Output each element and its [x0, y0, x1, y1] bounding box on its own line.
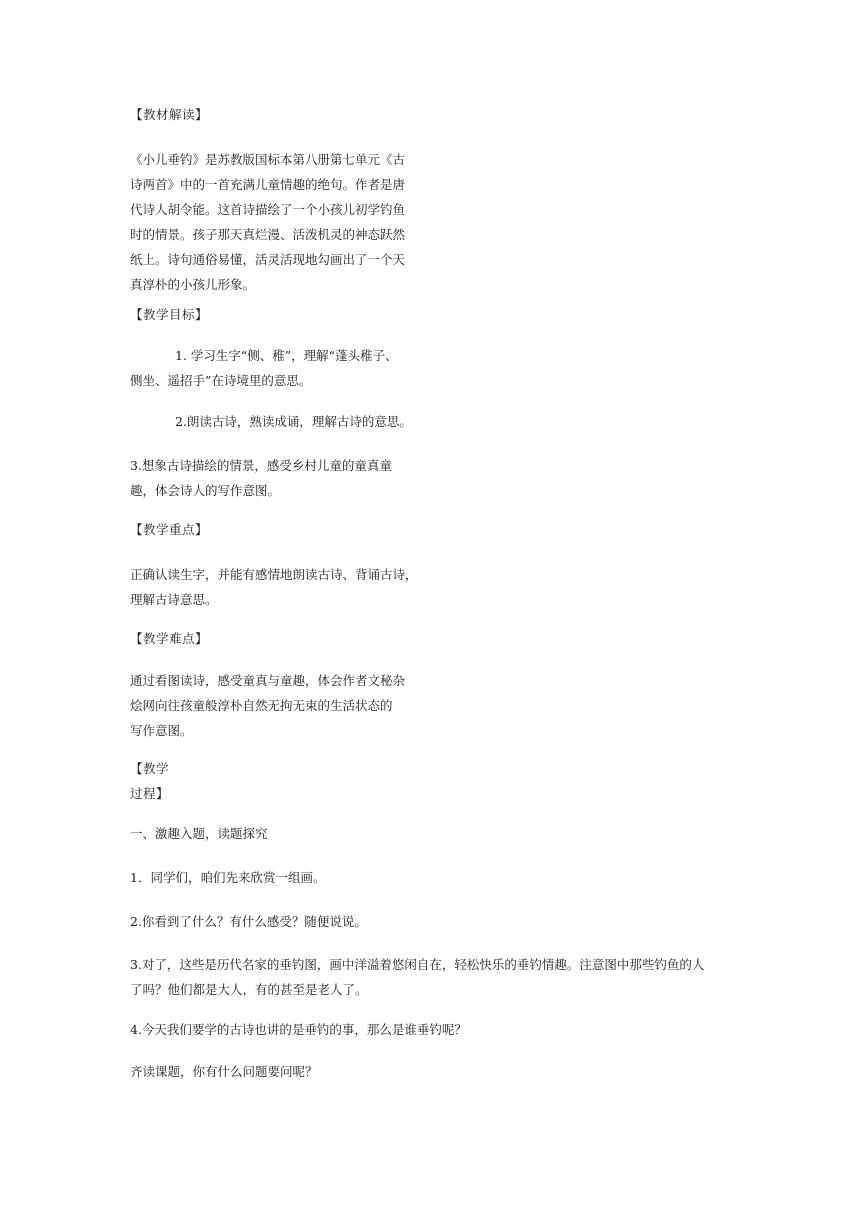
paragraph-line: 理解古诗意思。 [130, 592, 218, 607]
section-heading-textbook-analysis: 【教材解读】 [130, 107, 209, 122]
process-paragraph: 齐读课题，你有什么问题要问呢？ [130, 1064, 318, 1079]
teaching-difficulty-paragraph [130, 668, 405, 743]
paragraph-line: 1. 学习生字“侧、稚”，理解“蓬头稚子、 [175, 348, 398, 363]
paragraph-line: 烩网向往孩童般淳朴自然无拘无束的生活状态的 [130, 698, 393, 713]
goal-3-paragraph [130, 453, 392, 503]
paragraph-line: 诗两首》中的一首充满儿童情趣的绝句。作者是唐 [130, 177, 406, 192]
section-heading-teaching-difficulty: 【教学难点】 [130, 631, 209, 646]
goal-2-paragraph: 2.朗读古诗，熟读成诵，理解古诗的意思。 [175, 414, 412, 429]
paragraph-line: 侧坐、遥招手”在诗境里的意思。 [130, 373, 312, 388]
paragraph-line: 纸上。诗句通俗易懂，活灵活现地勾画出了一个天 [130, 252, 406, 267]
textbook-analysis-paragraph [130, 147, 405, 297]
paragraph-line: 《小儿垂钓》是苏教版国标本第八册第七单元《古 [130, 152, 406, 167]
process-paragraph: 4.今天我们要学的古诗也讲的是垂钓的事，那么是谁垂钓呢？ [130, 1022, 467, 1037]
paragraph-line: 真淳朴的小孩儿形象。 [130, 277, 256, 292]
process-paragraph [130, 952, 704, 1002]
process-paragraph: 2.你看到了什么？有什么感受？随便说说。 [130, 914, 367, 929]
paragraph-line: 3.想象古诗描绘的情景，感受乡村儿童的童真童 [130, 458, 392, 473]
paragraph-line: 3.对了，这些是历代名家的垂钓图，画中洋溢着悠闲自在，轻松快乐的垂钓情趣。注意图中那些钓鱼的人 [130, 957, 705, 972]
teaching-focus-paragraph [130, 562, 418, 612]
process-step-title: 一、激趣入题，读题探究 [130, 826, 268, 841]
goal-1-paragraph [130, 343, 398, 393]
paragraph-line: 时的情景。孩子那天真烂漫、活泼机灵的神态跃然 [130, 227, 406, 242]
section-heading-teaching-focus: 【教学重点】 [130, 522, 209, 537]
paragraph-line: 通过看图读诗，感受童真与童趣，体会作者文秘杂 [130, 673, 406, 688]
paragraph-line: 代诗人胡令能。这首诗描绘了一个小孩儿初学钓鱼 [130, 202, 406, 217]
paragraph-line: 趣，体会诗人的写作意图。 [130, 483, 281, 498]
paragraph-line: 写作意图。 [130, 723, 193, 738]
heading-line: 过程】 [130, 786, 170, 801]
section-heading-teaching-process [130, 756, 169, 806]
heading-line: 【教学 [130, 761, 170, 776]
paragraph-line: 正确认读生字，并能有感情地朗读古诗、背诵古诗， [130, 567, 418, 582]
process-paragraph: 1．同学们，咱们先来欣赏一组画。 [130, 870, 326, 885]
paragraph-line: 了吗？他们都是大人，有的甚至是老人了。 [130, 982, 368, 997]
section-heading-teaching-goals: 【教学目标】 [130, 307, 209, 322]
